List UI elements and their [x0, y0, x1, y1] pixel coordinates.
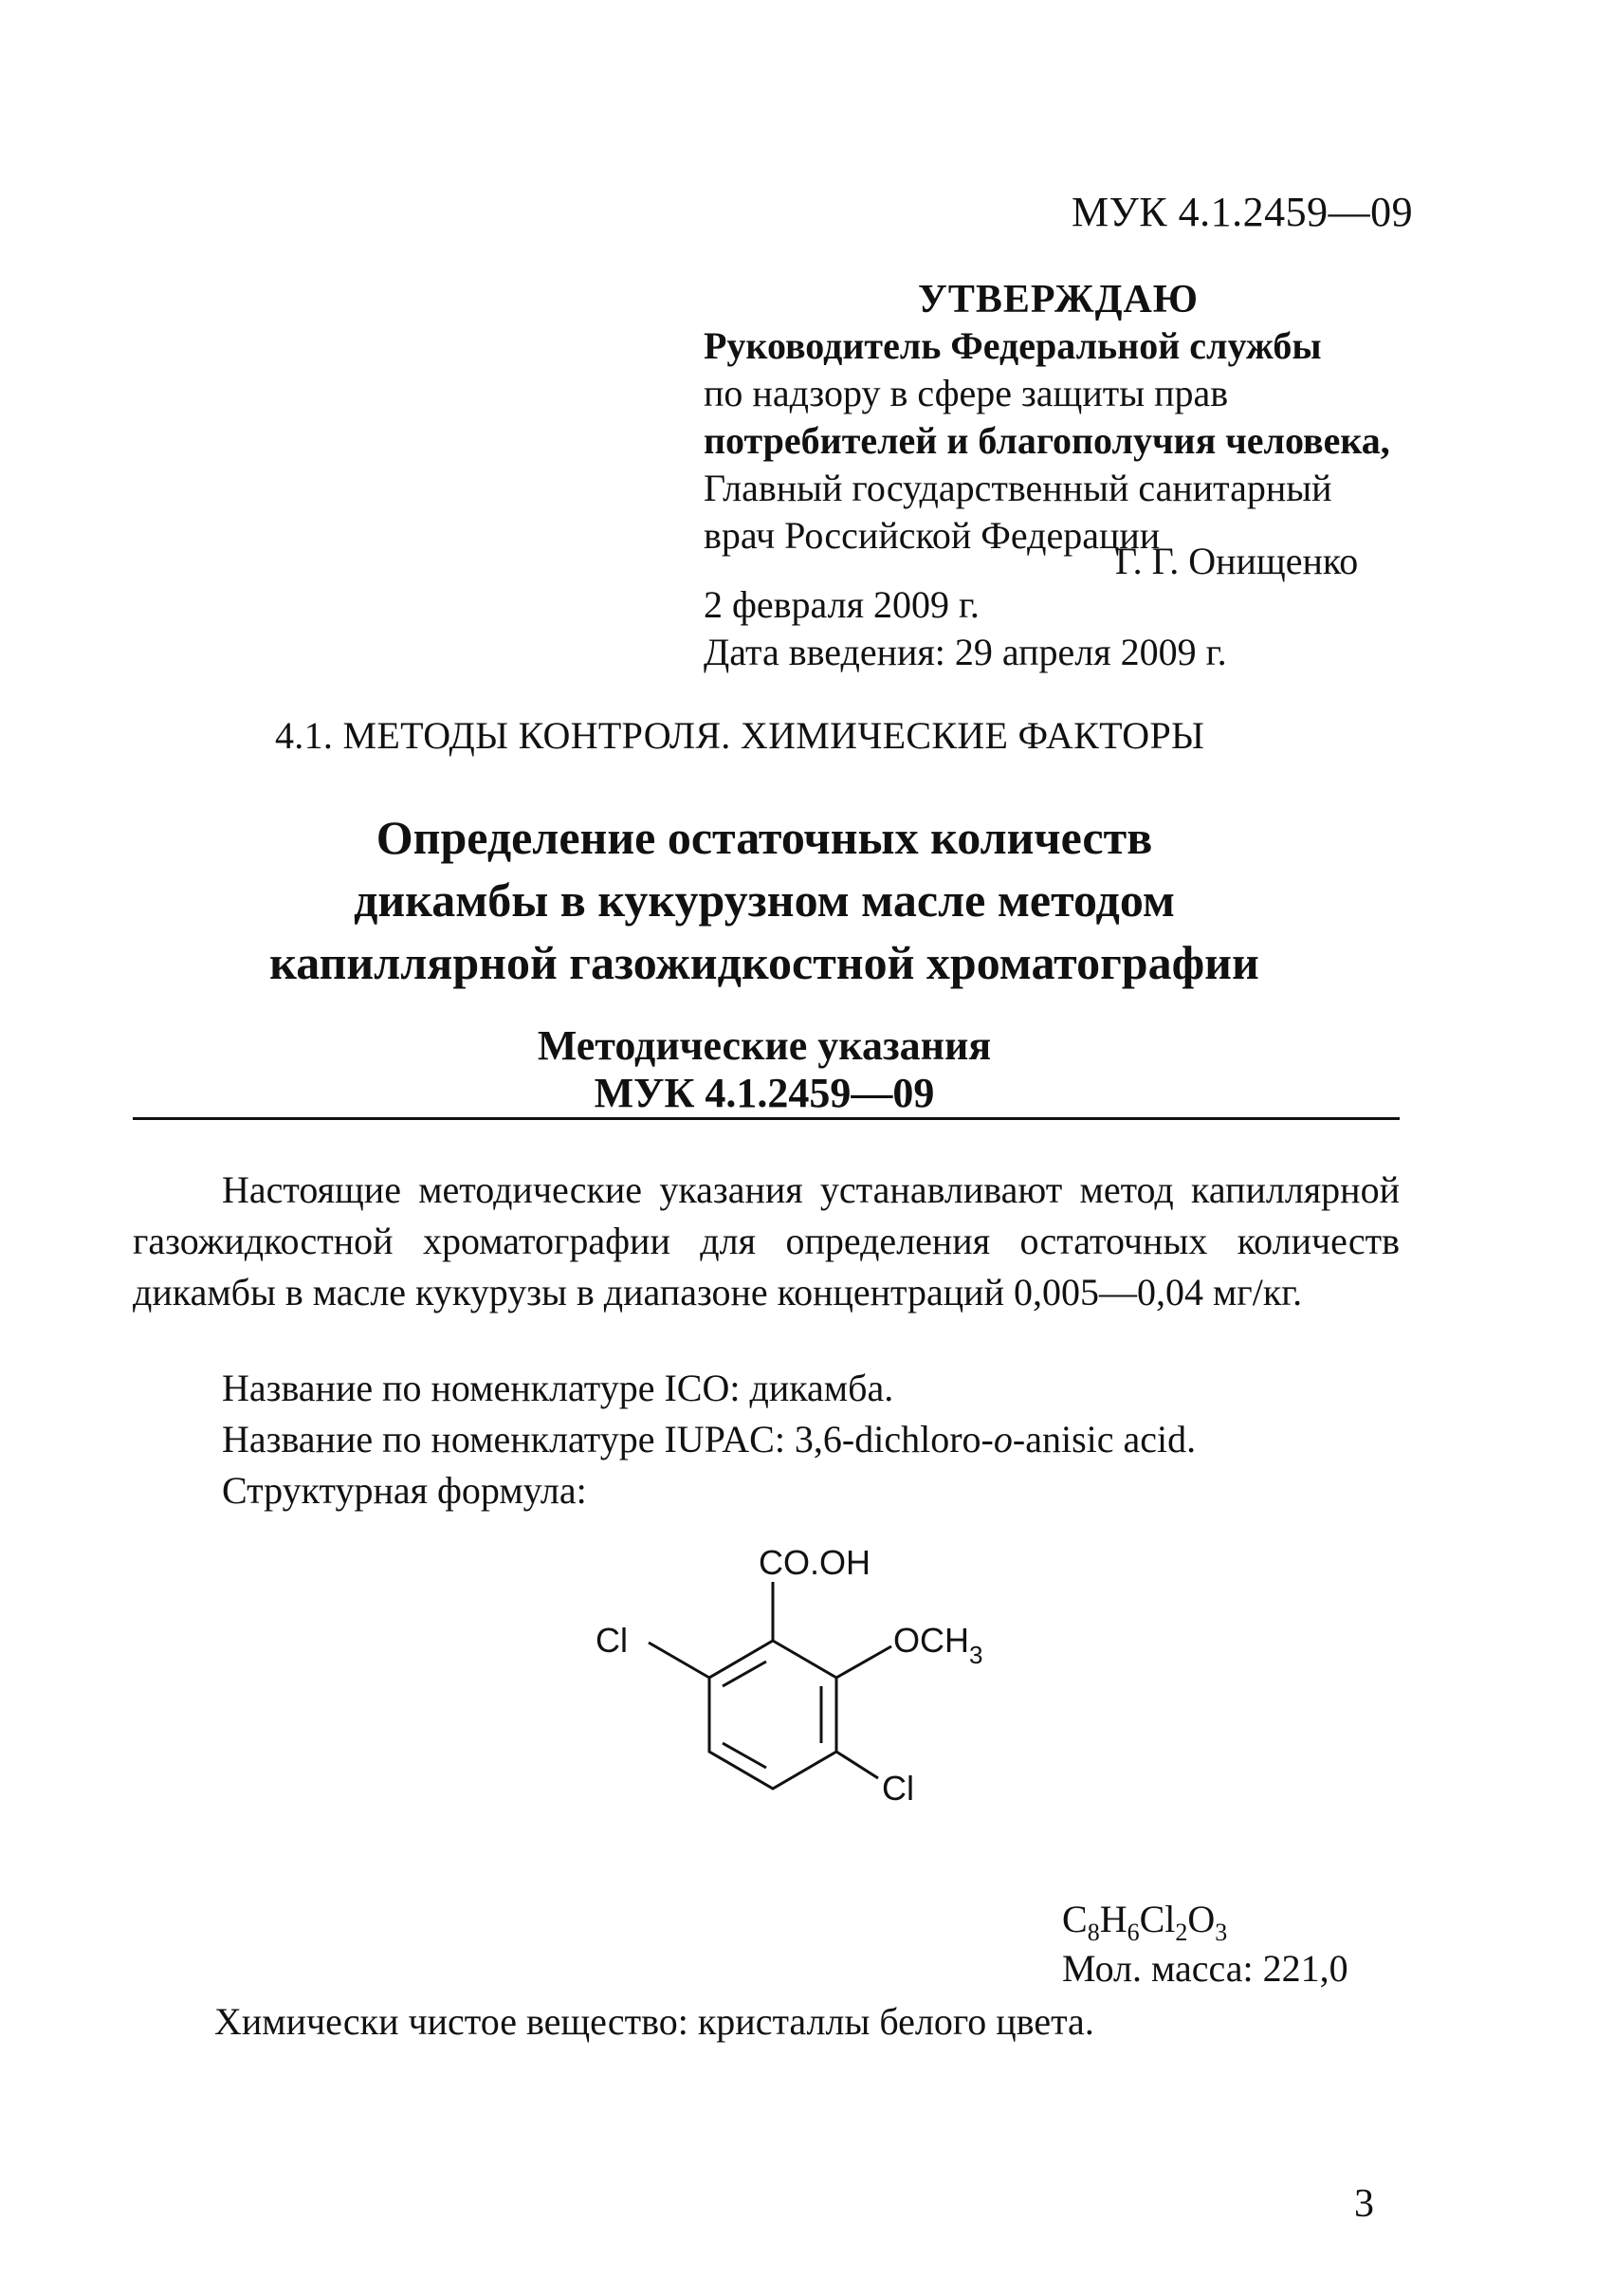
group-right: [893, 1621, 982, 1669]
approval-line: врач Российской Федерации: [704, 514, 1161, 557]
benzene-ring: [649, 1582, 891, 1789]
group-right-sub: 3: [969, 1641, 983, 1669]
approval-line: по надзору в сфере защиты прав: [704, 372, 1229, 414]
group-bottom: Cl: [882, 1769, 914, 1808]
approval-title: УТВЕРЖДАЮ: [918, 278, 1200, 321]
structure-label: Структурная формула:: [222, 1469, 587, 1512]
iupac-prefix: Название по номенклатуре IUPAC: 3,6-dichloro-: [222, 1418, 994, 1460]
title-line: дикамбы в кукурузном масле методом: [354, 873, 1175, 927]
horizontal-rule: [133, 1117, 1400, 1120]
group-left: Cl: [596, 1621, 628, 1660]
group-right-main: OCH: [893, 1621, 969, 1660]
bond-right: [836, 1646, 891, 1678]
molecular-mass: Мол. масса: 221,0: [1062, 1947, 1348, 1990]
document-code: МУК 4.1.2459—09: [1072, 189, 1414, 235]
iupac-suffix: -anisic acid.: [1012, 1418, 1197, 1460]
section-heading: 4.1. МЕТОДЫ КОНТРОЛЯ. ХИМИЧЕСКИЕ ФАКТОРЫ: [275, 714, 1205, 757]
formula-sub: 8: [1087, 1919, 1100, 1946]
introduction-date: Дата введения: 29 апреля 2009 г.: [704, 631, 1227, 673]
formula-sub: 3: [1215, 1919, 1228, 1946]
formula-part: O: [1187, 1898, 1216, 1940]
iso-name-line: Название по номенклатуре ICO: дикамба.: [222, 1367, 894, 1409]
approval-line: потребителей и благополучия человека,: [704, 419, 1390, 462]
bond-left: [649, 1643, 709, 1678]
document-subtitle: [0, 1022, 1529, 1117]
molecular-formula: [1062, 1897, 1227, 1947]
structural-formula-svg: [569, 1546, 1062, 1859]
signer-name: Г. Г. Онищенко: [1115, 540, 1359, 582]
iupac-name-line: [222, 1417, 1196, 1461]
subtitle-code: МУК 4.1.2459—09: [594, 1070, 935, 1116]
intro-paragraph: Настоящие методические указания устанавливают метод капиллярной газожидкостной хроматографии для определения остаточных количеств дикамбы в масле кукурузы в диапазоне концентраций 0,005—0,04 мг/кг.: [133, 1168, 1400, 1313]
formula-part: Cl: [1139, 1898, 1176, 1940]
formula-sub: 6: [1127, 1919, 1140, 1946]
formula-part: C: [1062, 1898, 1088, 1940]
document-title: [0, 806, 1529, 994]
formula-sub: 2: [1175, 1919, 1188, 1946]
title-line: Определение остаточных количеств: [376, 811, 1153, 864]
formula-part: H: [1099, 1898, 1127, 1940]
approval-line: Главный государственный санитарный: [704, 467, 1332, 509]
page-number: 3: [1354, 2182, 1374, 2226]
approval-line: Руководитель Федеральной службы: [704, 324, 1322, 367]
subtitle-line: Методические указания: [537, 1022, 992, 1069]
approval-block: [704, 322, 1424, 560]
chemical-description: Химически чистое вещество: кристаллы белого цвета.: [214, 2000, 1094, 2043]
bond-bottom: [836, 1752, 878, 1778]
title-line: капиллярной газожидкостной хроматографии: [269, 936, 1259, 989]
iupac-italic: o: [993, 1418, 1013, 1460]
approval-date: 2 февраля 2009 г.: [704, 583, 980, 626]
group-top: CO.OH: [759, 1546, 871, 1582]
structural-formula: [569, 1546, 1062, 1859]
